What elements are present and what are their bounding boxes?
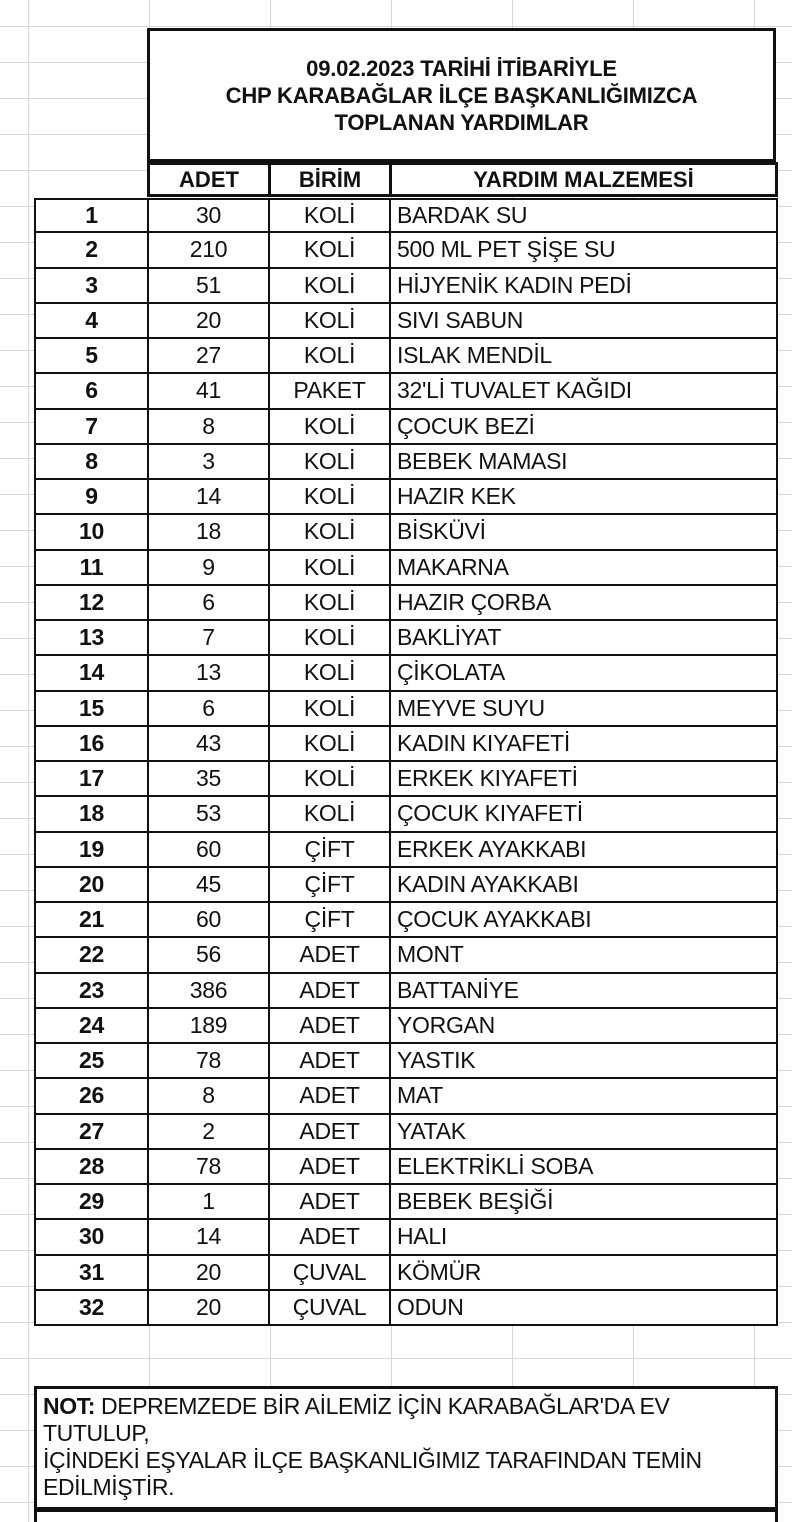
adet-cell[interactable]: 9 <box>149 551 270 586</box>
birim-cell[interactable]: ADET <box>270 1185 391 1220</box>
item-cell[interactable]: YASTIK <box>391 1044 778 1079</box>
item-cell[interactable]: YATAK <box>391 1115 778 1150</box>
table-row <box>34 1009 778 1044</box>
adet-cell[interactable]: 56 <box>149 938 270 973</box>
birim-cell[interactable]: PAKET <box>270 374 391 409</box>
table-row <box>34 974 778 1009</box>
birim-cell[interactable]: ÇİFT <box>270 868 391 903</box>
birim-cell[interactable]: KOLİ <box>270 586 391 621</box>
item-cell[interactable]: ODUN <box>391 1291 778 1326</box>
adet-cell[interactable]: 20 <box>149 1291 270 1326</box>
birim-cell[interactable]: KOLİ <box>270 269 391 304</box>
item-cell[interactable]: ELEKTRİKLİ SOBA <box>391 1150 778 1185</box>
birim-cell[interactable]: ADET <box>270 1044 391 1079</box>
row-number-cell[interactable]: 5 <box>34 339 149 374</box>
birim-cell[interactable]: ADET <box>270 1220 391 1255</box>
table-row <box>34 1185 778 1220</box>
birim-cell[interactable]: KOLİ <box>270 198 391 233</box>
row-number-cell[interactable]: 14 <box>34 656 149 691</box>
table-row <box>34 1150 778 1185</box>
table-row <box>34 233 778 268</box>
adet-cell[interactable]: 78 <box>149 1150 270 1185</box>
row-number-cell[interactable]: 22 <box>34 938 149 973</box>
item-cell[interactable]: ÇOCUK BEZİ <box>391 410 778 445</box>
birim-cell[interactable]: KOLİ <box>270 339 391 374</box>
title-line-2: CHP KARABAĞLAR İLÇE BAŞKANLIĞIMIZCA <box>225 82 698 108</box>
row-number-cell[interactable]: 18 <box>34 797 149 832</box>
adet-cell[interactable]: 53 <box>149 797 270 832</box>
adet-cell[interactable]: 189 <box>149 1009 270 1044</box>
row-number-cell[interactable]: 29 <box>34 1185 149 1220</box>
bottom-empty-cell <box>34 1510 778 1522</box>
item-cell[interactable]: BİSKÜVİ <box>391 515 778 550</box>
row-number-cell[interactable]: 28 <box>34 1150 149 1185</box>
row-number-cell[interactable]: 32 <box>34 1291 149 1326</box>
adet-cell[interactable]: 27 <box>149 339 270 374</box>
adet-cell[interactable]: 8 <box>149 1079 270 1114</box>
table-row <box>34 339 778 374</box>
header-adet: ADET <box>147 162 271 197</box>
table-row <box>34 269 778 304</box>
item-cell[interactable]: ERKEK AYAKKABI <box>391 833 778 868</box>
row-number-cell[interactable]: 27 <box>34 1115 149 1150</box>
adet-cell[interactable]: 14 <box>149 1220 270 1255</box>
item-cell[interactable]: HAZIR KEK <box>391 480 778 515</box>
item-cell[interactable]: BAKLİYAT <box>391 621 778 656</box>
table-row <box>34 1256 778 1291</box>
row-number-cell[interactable]: 30 <box>34 1220 149 1255</box>
title-line-3: TOPLANAN YARDIMLAR <box>334 109 589 135</box>
row-number-cell[interactable]: 11 <box>34 551 149 586</box>
birim-cell[interactable]: KOLİ <box>270 515 391 550</box>
adet-cell[interactable]: 20 <box>149 1256 270 1291</box>
row-number-cell[interactable]: 9 <box>34 480 149 515</box>
adet-cell[interactable]: 41 <box>149 374 270 409</box>
item-cell[interactable]: MAT <box>391 1079 778 1114</box>
table-row <box>34 515 778 550</box>
item-cell[interactable]: KADIN AYAKKABI <box>391 868 778 903</box>
birim-cell[interactable]: ADET <box>270 938 391 973</box>
item-cell[interactable]: BEBEK MAMASI <box>391 445 778 480</box>
adet-cell[interactable]: 60 <box>149 833 270 868</box>
birim-cell[interactable]: KOLİ <box>270 233 391 268</box>
row-number-cell[interactable]: 7 <box>34 410 149 445</box>
table-row <box>34 762 778 797</box>
table-row <box>34 797 778 832</box>
birim-cell[interactable]: ÇİFT <box>270 833 391 868</box>
table-row <box>34 903 778 938</box>
birim-cell[interactable]: ADET <box>270 1115 391 1150</box>
adet-cell[interactable]: 6 <box>149 692 270 727</box>
note-label: NOT: <box>43 1393 96 1419</box>
adet-cell[interactable]: 14 <box>149 480 270 515</box>
item-cell[interactable]: ÇOCUK AYAKKABI <box>391 903 778 938</box>
item-cell[interactable]: BEBEK BEŞİĞİ <box>391 1185 778 1220</box>
table-row <box>34 198 778 233</box>
birim-cell[interactable]: KOLİ <box>270 551 391 586</box>
adet-cell[interactable]: 30 <box>149 198 270 233</box>
table-row <box>34 938 778 973</box>
table-row <box>34 833 778 868</box>
row-number-cell[interactable]: 3 <box>34 269 149 304</box>
note-line-2: TUTULUP, <box>43 1420 150 1446</box>
birim-cell[interactable]: KOLİ <box>270 656 391 691</box>
item-cell[interactable]: YORGAN <box>391 1009 778 1044</box>
row-number-cell[interactable]: 25 <box>34 1044 149 1079</box>
adet-cell[interactable]: 7 <box>149 621 270 656</box>
row-number-cell[interactable]: 20 <box>34 868 149 903</box>
table-row <box>34 1220 778 1255</box>
row-number-cell[interactable]: 13 <box>34 621 149 656</box>
row-number-cell[interactable]: 6 <box>34 374 149 409</box>
item-cell[interactable]: MEYVE SUYU <box>391 692 778 727</box>
birim-cell[interactable]: KOLİ <box>270 410 391 445</box>
adet-cell[interactable]: 43 <box>149 727 270 762</box>
birim-cell[interactable]: ADET <box>270 1150 391 1185</box>
birim-cell[interactable]: ÇUVAL <box>270 1291 391 1326</box>
adet-cell[interactable]: 3 <box>149 445 270 480</box>
aid-items-table <box>34 198 778 1326</box>
birim-cell[interactable]: ADET <box>270 1009 391 1044</box>
row-number-cell[interactable]: 23 <box>34 974 149 1009</box>
row-number-cell[interactable]: 24 <box>34 1009 149 1044</box>
item-cell[interactable]: HİJYENİK KADIN PEDİ <box>391 269 778 304</box>
table-row <box>34 480 778 515</box>
table-row <box>34 551 778 586</box>
adet-cell[interactable]: 45 <box>149 868 270 903</box>
item-cell[interactable]: KÖMÜR <box>391 1256 778 1291</box>
table-row <box>34 304 778 339</box>
note-line-4: EDİLMİŞTİR. <box>43 1474 175 1500</box>
item-cell[interactable]: ERKEK KIYAFETİ <box>391 762 778 797</box>
adet-cell[interactable]: 2 <box>149 1115 270 1150</box>
table-row <box>34 868 778 903</box>
item-cell[interactable]: MONT <box>391 938 778 973</box>
row-number-cell[interactable]: 2 <box>34 233 149 268</box>
row-number-cell[interactable]: 26 <box>34 1079 149 1114</box>
birim-cell[interactable]: ÇİFT <box>270 903 391 938</box>
row-number-cell[interactable]: 1 <box>34 198 149 233</box>
item-cell[interactable]: 32'Lİ TUVALET KAĞIDI <box>391 374 778 409</box>
adet-cell[interactable]: 51 <box>149 269 270 304</box>
table-row <box>34 586 778 621</box>
adet-cell[interactable]: 20 <box>149 304 270 339</box>
birim-cell[interactable]: KOLİ <box>270 480 391 515</box>
item-cell[interactable]: KADIN KIYAFETİ <box>391 727 778 762</box>
item-cell[interactable]: SIVI SABUN <box>391 304 778 339</box>
item-cell[interactable]: ISLAK MENDİL <box>391 339 778 374</box>
table-row <box>34 1044 778 1079</box>
adet-cell[interactable]: 210 <box>149 233 270 268</box>
adet-cell[interactable]: 78 <box>149 1044 270 1079</box>
adet-cell[interactable]: 6 <box>149 586 270 621</box>
item-cell[interactable]: MAKARNA <box>391 551 778 586</box>
birim-cell[interactable]: ADET <box>270 974 391 1009</box>
table-row <box>34 1079 778 1114</box>
birim-cell[interactable]: KOLİ <box>270 727 391 762</box>
row-number-cell[interactable]: 10 <box>34 515 149 550</box>
table-row <box>34 621 778 656</box>
note-box <box>34 1386 778 1510</box>
table-row <box>34 445 778 480</box>
birim-cell[interactable]: KOLİ <box>270 692 391 727</box>
item-cell[interactable]: BATTANİYE <box>391 974 778 1009</box>
item-cell[interactable]: 500 ML PET ŞİŞE SU <box>391 233 778 268</box>
table-row <box>34 727 778 762</box>
table-row <box>34 374 778 409</box>
adet-cell[interactable]: 8 <box>149 410 270 445</box>
birim-cell[interactable]: KOLİ <box>270 304 391 339</box>
row-number-cell[interactable]: 12 <box>34 586 149 621</box>
item-cell[interactable]: BARDAK SU <box>391 198 778 233</box>
table-row <box>34 656 778 691</box>
table-row <box>34 410 778 445</box>
note-line-1: DEPREMZEDE BİR AİLEMİZ İÇİN KARABAĞLAR'DA EV <box>95 1393 670 1419</box>
adet-cell[interactable]: 60 <box>149 903 270 938</box>
adet-cell[interactable]: 1 <box>149 1185 270 1220</box>
table-row <box>34 1291 778 1326</box>
note-line-3: İÇİNDEKİ EŞYALAR İLÇE BAŞKANLIĞIMIZ TARAFINDAN TEMİN <box>43 1447 702 1473</box>
item-cell[interactable]: HAZIR ÇORBA <box>391 586 778 621</box>
row-number-cell[interactable]: 31 <box>34 1256 149 1291</box>
birim-cell[interactable]: ADET <box>270 1079 391 1114</box>
adet-cell[interactable]: 18 <box>149 515 270 550</box>
title-block <box>147 28 776 162</box>
birim-cell[interactable]: KOLİ <box>270 621 391 656</box>
birim-cell[interactable]: KOLİ <box>270 762 391 797</box>
item-cell[interactable]: ÇİKOLATA <box>391 656 778 691</box>
item-cell[interactable]: ÇOCUK KIYAFETİ <box>391 797 778 832</box>
row-number-cell[interactable]: 8 <box>34 445 149 480</box>
item-cell[interactable]: HALI <box>391 1220 778 1255</box>
header-birim: BİRİM <box>268 162 392 197</box>
birim-cell[interactable]: KOLİ <box>270 797 391 832</box>
table-row <box>34 1115 778 1150</box>
row-number-cell[interactable]: 19 <box>34 833 149 868</box>
row-number-cell[interactable]: 16 <box>34 727 149 762</box>
row-number-cell[interactable]: 17 <box>34 762 149 797</box>
row-number-cell[interactable]: 4 <box>34 304 149 339</box>
adet-cell[interactable]: 13 <box>149 656 270 691</box>
birim-cell[interactable]: ÇUVAL <box>270 1256 391 1291</box>
adet-cell[interactable]: 386 <box>149 974 270 1009</box>
row-number-cell[interactable]: 15 <box>34 692 149 727</box>
row-number-cell[interactable]: 21 <box>34 903 149 938</box>
title-line-1: 09.02.2023 TARİHİ İTİBARİYLE <box>306 55 617 81</box>
birim-cell[interactable]: KOLİ <box>270 445 391 480</box>
adet-cell[interactable]: 35 <box>149 762 270 797</box>
table-row <box>34 692 778 727</box>
header-yardim-malzemesi: YARDIM MALZEMESİ <box>389 162 778 197</box>
